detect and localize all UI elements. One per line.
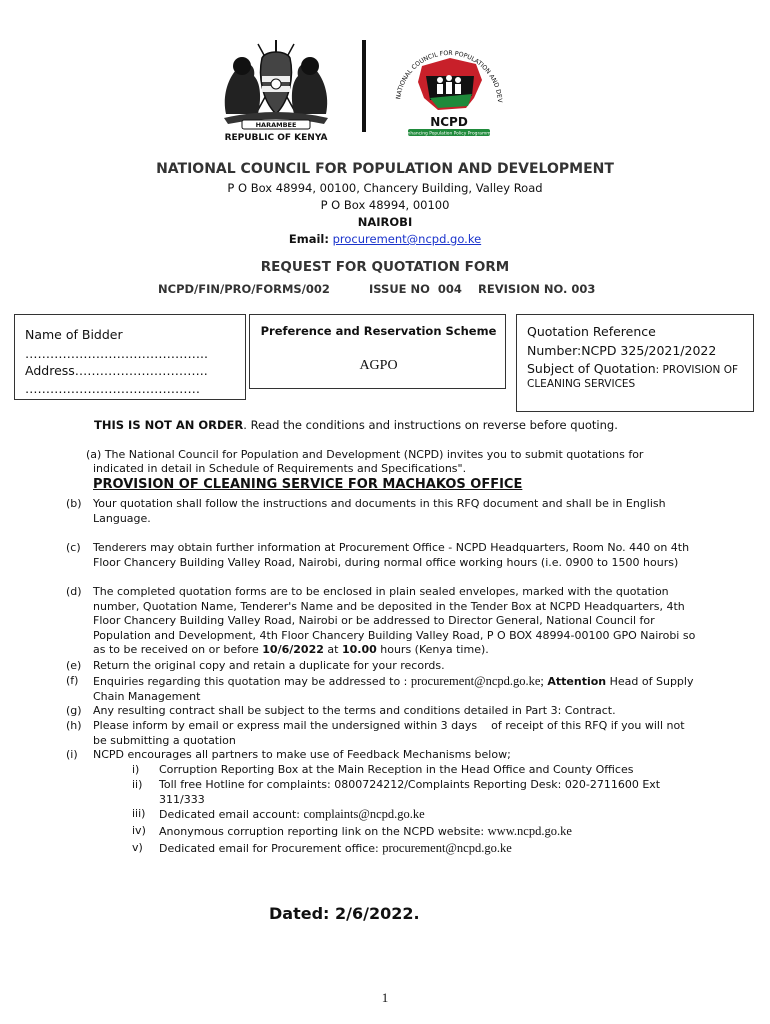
item-e-text: Return the original copy and retain a duplicate for your records. xyxy=(93,659,445,672)
item-a xyxy=(86,447,706,462)
ncpd-logo xyxy=(388,40,510,138)
quotation-reference-box xyxy=(516,314,754,412)
preference-scheme-box xyxy=(249,314,506,389)
item-h xyxy=(66,719,696,749)
page-number: 1 xyxy=(381,990,389,1005)
complaints-email[interactable]: complaints@ncpd.go.ke xyxy=(303,807,425,821)
ncpd-emblem-icon xyxy=(388,40,510,138)
item-d-label: (d) xyxy=(66,585,82,598)
svg-text:NATIONAL COUNCIL FOR POPULATIO: NATIONAL COUNCIL FOR POPULATION AND DEV xyxy=(395,49,504,103)
rfq-heading: PROVISION OF CLEANING SERVICE FOR MACHAKOS OFFICE xyxy=(93,477,523,492)
enquiries-email[interactable]: procurement@ncpd.go.ke; xyxy=(410,674,544,688)
address-line-1: P O Box 48994, 00100, Chancery Building, Valley Road xyxy=(227,181,543,195)
item-i xyxy=(66,748,696,763)
ncpd-website-link[interactable]: www.ncpd.go.ke xyxy=(487,824,572,838)
coat-of-arms-icon xyxy=(212,36,340,144)
procurement-email[interactable]: procurement@ncpd.go.ke xyxy=(382,841,512,855)
header-email-link[interactable]: procurement@ncpd.go.ke xyxy=(332,232,482,246)
item-a-line2: indicated in detail in Schedule of Requirements and Specifications". xyxy=(93,462,467,475)
svg-text:Enhancing Population Policy Pr: Enhancing Population Policy Programme xyxy=(404,131,494,137)
item-c-label: (c) xyxy=(66,541,81,554)
item-i-text: NCPD encourages all partners to make use of Feedback Mechanisms below; xyxy=(93,748,511,761)
email-label: Email: xyxy=(288,232,329,246)
deadline-time: 10.00 xyxy=(341,643,377,656)
item-a-label: (a) xyxy=(86,448,102,461)
subject-value: : PROVISION OF xyxy=(655,364,739,376)
notice-rest: . Read the conditions and instructions on reverse before quoting. xyxy=(243,418,618,432)
item-e-label: (e) xyxy=(66,659,82,672)
scheme-title: Preference and Reservation Scheme xyxy=(260,324,497,338)
email-line xyxy=(0,232,770,246)
city: NAIROBI xyxy=(357,215,413,229)
item-h-label: (h) xyxy=(66,719,82,732)
header-divider xyxy=(362,40,366,132)
address-line-2: P O Box 48994, 00100 xyxy=(320,198,450,212)
item-g-label: (g) xyxy=(66,704,82,717)
notice-bold: THIS IS NOT AN ORDER xyxy=(94,418,244,432)
ref-number: Number:NCPD 325/2021/2022 xyxy=(527,343,717,358)
bidder-box xyxy=(14,314,246,400)
address-continuation-field[interactable]: …………………………………… xyxy=(25,381,200,396)
item-i-label: (i) xyxy=(66,748,78,761)
item-d xyxy=(66,585,696,659)
scheme-value: AGPO xyxy=(359,358,398,373)
item-e xyxy=(66,659,696,674)
feedback-item-v: v) Dedicated email for Procurement office: procurement@ncpd.go.ke xyxy=(132,841,512,855)
not-an-order-notice xyxy=(94,418,734,433)
deadline-date: 10/6/2022 xyxy=(262,643,324,656)
item-f xyxy=(66,674,696,704)
item-h-text: Please inform by email or express mail the undersigned within 3 days of receipt of this RFQ if you will not be submitting a quotation xyxy=(93,719,689,747)
item-g xyxy=(66,704,696,719)
item-c-text: Tenderers may obtain further information at Procurement Office - NCPD Headquarters, Room No. 440 on 4th Floor Chancery Building Valley Road, Nairobi, during normal office working hours (i.e. 0900 to 1500 hours) xyxy=(93,541,690,569)
bidder-name-field[interactable]: …………………………………….. xyxy=(25,346,208,361)
form-code: NCPD/FIN/PRO/FORMS/002 xyxy=(158,282,330,296)
svg-text:HARAMBEE: HARAMBEE xyxy=(255,121,297,129)
feedback-item-iii: iii) Dedicated email account: complaints@ncpd.go.ke xyxy=(132,807,425,821)
form-title: REQUEST FOR QUOTATION FORM xyxy=(260,259,510,275)
item-b xyxy=(66,497,696,527)
ref-label: Quotation Reference xyxy=(527,324,656,339)
svg-text:NCPD: NCPD xyxy=(430,115,468,129)
subject-value-2: CLEANING SERVICES xyxy=(527,378,636,390)
item-f-text: Enquiries regarding this quotation may be addressed to : procurement@ncpd.go.ke; Attention Head of Supply Chain Management xyxy=(93,674,694,703)
subject-line xyxy=(527,361,738,376)
address-field[interactable]: Address………………………….. xyxy=(25,363,208,378)
bidder-label: Name of Bidder xyxy=(25,327,123,342)
item-d-text: The completed quotation forms are to be enclosed in plain sealed envelopes, marked with the quotation number, Quotation Name, Tenderer's Name and be deposited in the Tender Box at NCPD Headquarters, 4th Floor Chancery Building Valley Road, Nairobi or be addressed to Director General, National Council for Population and Development, 4th Floor Chancery Building Valley Road, P O BOX 48994-00100 GPO Nairobi so as to be received on or before 10/6/2022 at 10.00 hours (Kenya time). xyxy=(93,585,696,656)
dated-line: Dated: 2/6/2022. xyxy=(269,904,420,923)
item-f-label: (f) xyxy=(66,674,79,687)
subject-label: Subject of Quotation xyxy=(527,361,656,376)
item-c xyxy=(66,541,696,585)
form-revision: REVISION NO. 003 xyxy=(478,282,596,296)
feedback-item-i: i) Corruption Reporting Box at the Main Reception in the Head Office and County Offices xyxy=(132,763,634,776)
form-issue: ISSUE NO 004 xyxy=(369,282,462,296)
item-a-line1: The National Council for Population and Development (NCPD) invites you to submit quotations for xyxy=(104,448,644,461)
item-g-text: Any resulting contract shall be subject to the terms and conditions detailed in Part 3: Contract. xyxy=(93,704,616,717)
item-b-text: Your quotation shall follow the instructions and documents in this RFQ document and shall be in English Language. xyxy=(93,497,666,525)
feedback-item-iv: iv) Anonymous corruption reporting link on the NCPD website: www.ncpd.go.ke xyxy=(132,824,572,838)
org-name: NATIONAL COUNCIL FOR POPULATION AND DEVELOPMENT xyxy=(156,161,614,177)
feedback-item-ii: ii) Toll free Hotline for complaints: 0800724212/Complaints Reporting Desk: 020-2711600 Ext 311/333 xyxy=(132,778,661,806)
kenya-coat-of-arms-logo xyxy=(212,36,340,144)
item-b-label: (b) xyxy=(66,497,82,510)
svg-text:REPUBLIC OF KENYA: REPUBLIC OF KENYA xyxy=(224,133,328,143)
